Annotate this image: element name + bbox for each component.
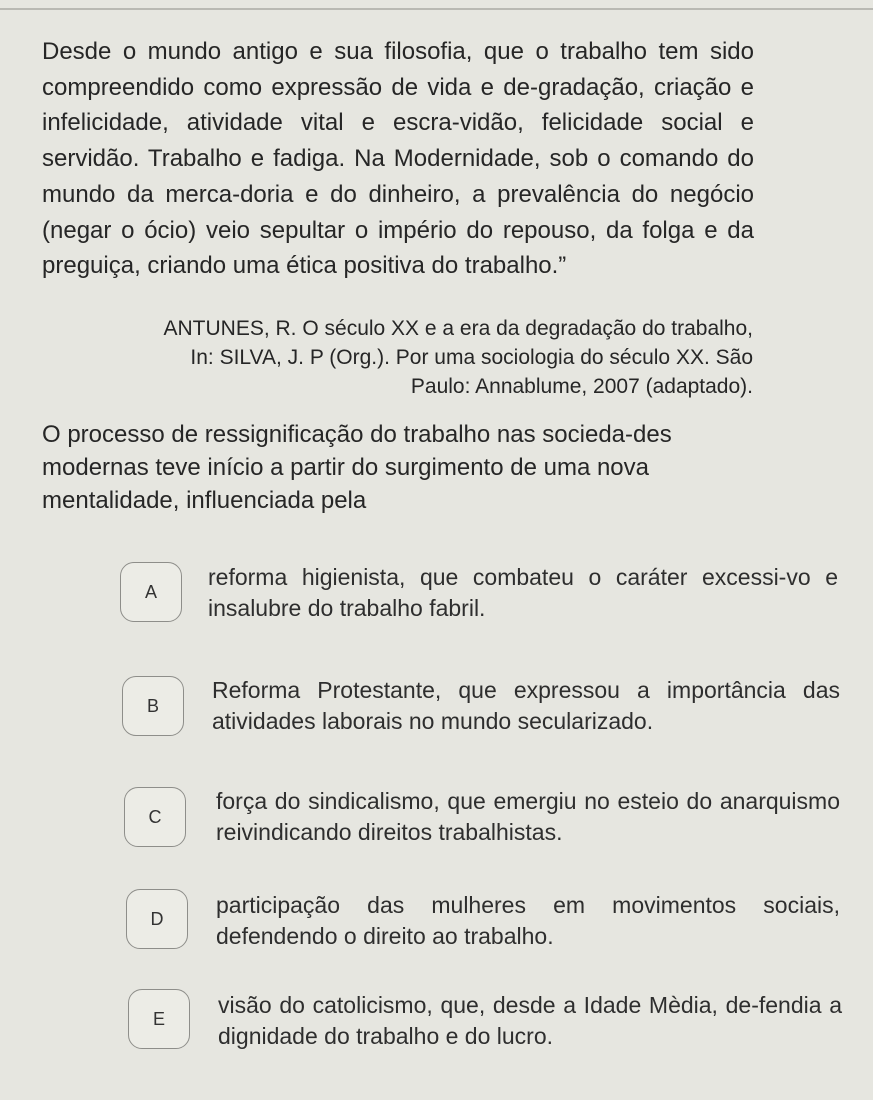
option-d-text: participação das mulheres em movimentos sociais, defendendo o direito ao trabalho. — [216, 892, 840, 949]
citation-line-1: ANTUNES, R. O século XX e a era da degradação do trabalho, — [163, 317, 753, 340]
option-d[interactable] — [0, 886, 873, 956]
option-d-badge[interactable]: D — [126, 889, 188, 949]
option-c-text: força do sindicalismo, que emergiu no esteio do anarquismo reivindicando direitos trabalhistas. — [216, 788, 840, 845]
citation — [53, 314, 753, 401]
option-e[interactable] — [0, 986, 873, 1056]
option-e-text: visão do catolicismo, que, desde a Idade Mèdia, de-fendia a dignidade do trabalho e do lucro. — [218, 992, 842, 1049]
option-b-text: Reforma Protestante, que expressou a importância das atividades laborais no mundo secularizado. — [212, 677, 840, 734]
option-a[interactable] — [0, 560, 873, 630]
option-a-badge[interactable]: A — [120, 562, 182, 622]
option-c[interactable] — [0, 784, 873, 854]
citation-line-2: In: SILVA, J. P (Org.). Por uma sociologia do século XX. São — [190, 346, 753, 369]
passage-text: Desde o mundo antigo e sua filosofia, que o trabalho tem sido compreendido como expressão de vida e de-gradação, criação e infelicidade, atividade vital e escra-vidão, felicidade social e servidão. Trabalho e fadiga. Na Modernidade, sob o comando do mundo da merca-doria e do dinheiro, a prevalência do negócio (negar o ócio) veio sepultar o império do repouso, da folga e da preguiça, criando uma ética positiva do trabalho.” — [42, 38, 754, 280]
option-b[interactable] — [0, 673, 873, 743]
citation-line-3: Paulo: Annablume, 2007 (adaptado). — [410, 375, 753, 398]
option-a-text: reforma higienista, que combateu o caráter excessi-vo e insalubre do trabalho fabril. — [208, 564, 838, 621]
option-c-badge[interactable]: C — [124, 787, 186, 847]
option-b-badge[interactable]: B — [122, 676, 184, 736]
top-divider — [0, 8, 873, 10]
option-e-badge[interactable]: E — [128, 989, 190, 1049]
question-stem: O processo de ressignificação do trabalho nas socieda-des modernas teve início a partir do surgimento de uma nova mentalidade, influenciada pela — [42, 421, 672, 514]
